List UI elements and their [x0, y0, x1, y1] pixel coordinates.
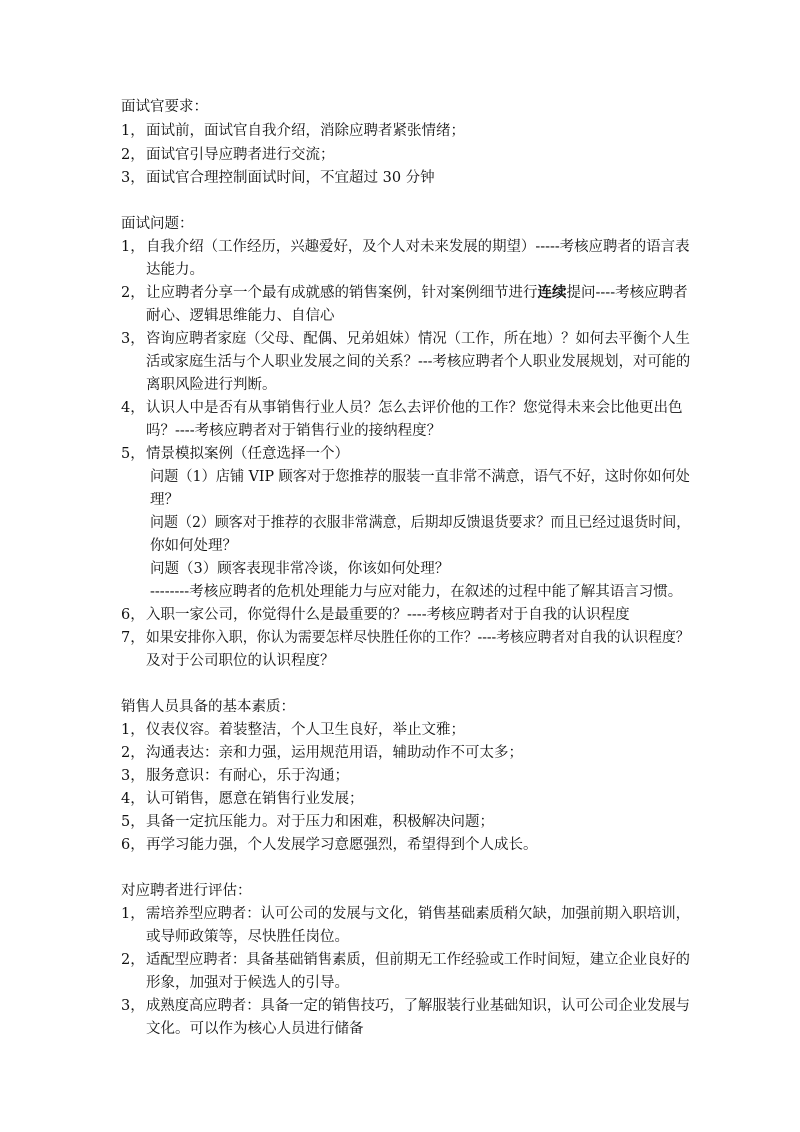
scenario-text: 理？ — [150, 492, 179, 508]
list-item — [121, 124, 145, 139]
item-number: 4， — [121, 400, 145, 416]
evaluation-text: 适配型应聘者：具备基础销售素质，但前期无工作经验或工作时间短，建立企业良好的 — [146, 952, 691, 968]
item-number: 4， — [121, 791, 145, 807]
scenario-text: 问题（1）店铺 VIP 顾客对于您推荐的服装一直非常不满意，语气不好，这时你如何处 — [150, 469, 690, 485]
question-text: 情景模拟案例（任意选择一个） — [146, 446, 349, 462]
item-number: 5， — [121, 814, 145, 830]
question-text: 认识人中是否有从事销售行业人员？怎么去评价他的工作？您觉得未来会比他更出色 — [146, 400, 683, 416]
item-number: 3， — [121, 998, 145, 1014]
question-text-post: 提问----考核应聘者 — [566, 285, 688, 301]
scenario-text: 问题（3）顾客表现非常冷谈，你该如何处理？ — [150, 561, 450, 577]
question-text: 吗？----考核应聘者对于销售行业的接纳程度？ — [146, 423, 442, 439]
item-number: 6， — [121, 837, 145, 853]
item-number: 5， — [121, 446, 145, 462]
section-title-interviewer: 面试官要求： — [121, 99, 208, 115]
question-text: 活或家庭生活与个人职业发展之间的关系？---考核应聘者个人职业发展规划，对可能的 — [146, 354, 691, 370]
item-text: 仪表仪容。着装整洁，个人卫生良好，举止文雅； — [146, 722, 465, 738]
question-text: 离职风险进行判断。 — [146, 377, 277, 393]
scenario-text: 问题（2）顾客对于推荐的衣服非常满意，后期却反馈退货要求？而且已经过退货时间， — [150, 515, 691, 531]
item-text: 具备一定抗压能力。对于压力和困难，积极解决问题； — [146, 814, 494, 830]
item-text: 面试官引导应聘者进行交流； — [146, 147, 335, 163]
question-text-pre: 让应聘者分享一个最有成就感的销售案例，针对案例细节进行 — [146, 285, 538, 301]
evaluation-text: 需培养型应聘者：认可公司的发展与文化，销售基础素质稍欠缺，加强前期入职培训， — [146, 906, 691, 922]
item-number: 1， — [121, 239, 145, 255]
evaluation-text: 形象，加强对于候选人的引导。 — [146, 975, 349, 991]
item-number: 3， — [121, 331, 145, 347]
item-number: 1， — [121, 906, 145, 922]
evaluation-text: 或导师政策等，尽快胜任岗位。 — [146, 929, 349, 945]
item-text: 沟通表达：亲和力强，运用规范用语，辅助动作不可太多； — [146, 745, 523, 761]
scenario-text: 你如何处理？ — [150, 538, 237, 554]
item-number: 3， — [121, 768, 145, 784]
scenario-text: --------考核应聘者的危机处理能力与应对能力，在叙述的过程中能了解其语言习惯。 — [150, 584, 683, 600]
section-title-qualities: 销售人员具备的基本素质： — [121, 699, 295, 715]
evaluation-text: 文化。可以作为核心人员进行储备 — [146, 1021, 364, 1037]
question-text: 耐心、逻辑思维能力、自信心 — [146, 308, 335, 324]
item-number: 3， — [121, 170, 145, 186]
item-number: 6， — [121, 607, 145, 623]
evaluation-text: 成熟度高应聘者：具备一定的销售技巧，了解服装行业基础知识，认可公司企业发展与 — [146, 998, 691, 1014]
item-text: 认可销售，愿意在销售行业发展； — [146, 791, 364, 807]
item-number: 2， — [121, 285, 145, 301]
item-number: 7， — [121, 630, 145, 646]
item-number: 1， — [121, 722, 145, 738]
section-title-questions: 面试问题： — [121, 216, 194, 232]
question-text — [146, 286, 688, 301]
question-text-bold: 连续 — [537, 284, 567, 301]
item-text: 面试官合理控制面试时间，不宜超过 30 分钟 — [146, 170, 435, 186]
question-text: 及对于公司职位的认识程度？ — [146, 653, 335, 669]
section-title-evaluation: 对应聘者进行评估： — [121, 883, 252, 899]
item-number: 2， — [121, 952, 145, 968]
item-text: 服务意识：有耐心，乐于沟通； — [146, 768, 349, 784]
question-text: 入职一家公司，你觉得什么是最重要的？----考核应聘者对于自我的认识程度 — [146, 607, 630, 623]
item-number: 2， — [121, 147, 145, 163]
question-text: 达能力。 — [146, 262, 204, 278]
question-text: 如果安排你入职，你认为需要怎样尽快胜任你的工作？----考核应聘者对自我的认识程度？ — [146, 630, 690, 646]
question-text: 咨询应聘者家庭（父母、配偶、兄弟姐妹）情况（工作，所在地）？如何去平衡个人生 — [146, 331, 691, 347]
item-text: 面试前，面试官自我介绍，消除应聘者紧张情绪； — [146, 123, 465, 139]
question-text: 自我介绍（工作经历，兴趣爱好，及个人对未来发展的期望）-----考核应聘者的语言表 — [146, 239, 690, 255]
item-number: 1， — [121, 123, 145, 139]
item-number: 2， — [121, 745, 145, 761]
item-text: 再学习能力强，个人发展学习意愿强烈，希望得到个人成长。 — [146, 837, 538, 853]
